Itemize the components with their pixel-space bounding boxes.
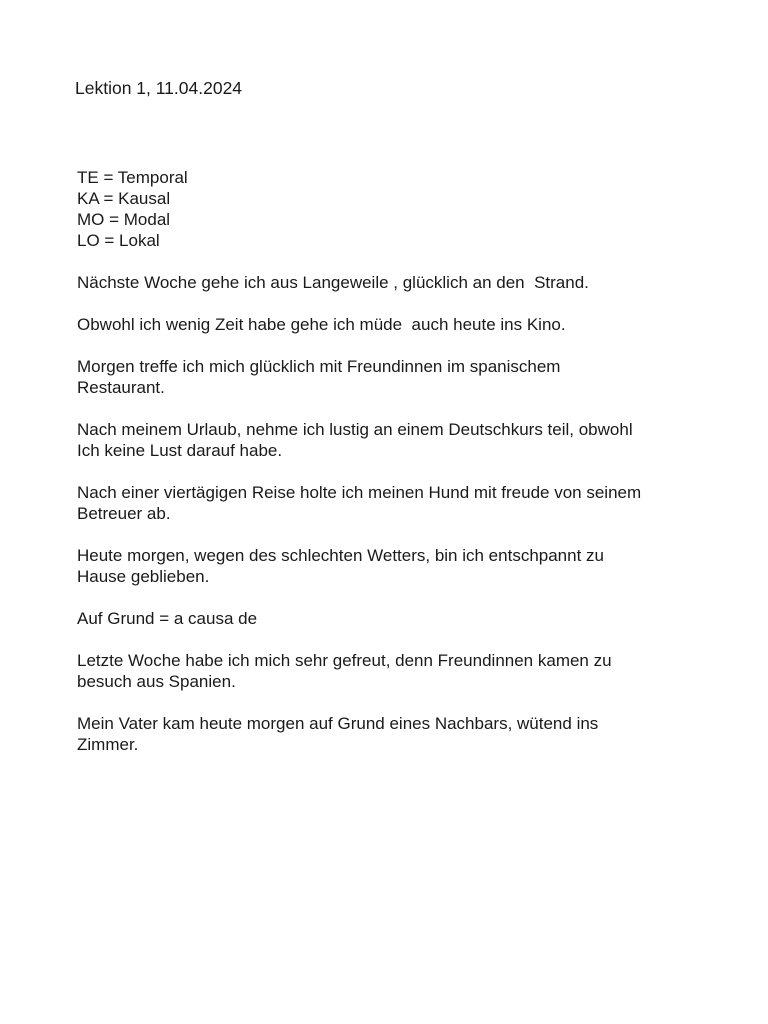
paragraph-line: Letzte Woche habe ich mich sehr gefreut, denn Freundinnen kamen zu [77,651,612,670]
paragraph-line: Hause geblieben. [77,567,210,586]
sentence-paragraph-6 [77,545,717,587]
sentence-paragraph-4 [77,419,717,461]
paragraph-line: besuch aus Spanien. [77,672,236,691]
paragraph-line: Ich keine Lust darauf habe. [77,441,283,460]
paragraph-line: Morgen treffe ich mich glücklich mit Freundinnen im spanischem [77,357,561,376]
paragraph-line: Heute morgen, wegen des schlechten Wetters, bin ich entschpannt zu [77,546,604,565]
sentence-paragraph-5 [77,482,717,524]
legend-line-lokal: LO = Lokal [77,231,160,250]
document-body [77,167,717,776]
sentence-paragraph-8 [77,713,717,755]
abbreviation-legend [77,167,717,251]
sentence-paragraph-2 [77,314,717,335]
legend-line-modal: MO = Modal [77,210,171,229]
paragraph-line: Nach einer viertägigen Reise holte ich meinen Hund mit freude von seinem [77,483,642,502]
legend-line-kausal: KA = Kausal [77,189,171,208]
paragraph-line: Betreuer ab. [77,504,171,523]
paragraph-line: Nächste Woche gehe ich aus Langeweile , glücklich an den Strand. [77,273,589,292]
sentence-paragraph-7 [77,650,717,692]
legend-line-temporal: TE = Temporal [77,168,188,187]
paragraph-line: Obwohl ich wenig Zeit habe gehe ich müde auch heute ins Kino. [77,315,566,334]
paragraph-line: Nach meinem Urlaub, nehme ich lustig an einem Deutschkurs teil, obwohl [77,420,633,439]
paragraph-line: Auf Grund = a causa de [77,609,258,628]
paragraph-line: Restaurant. [77,378,165,397]
paragraph-line: Zimmer. [77,735,139,754]
lesson-title: Lektion 1, 11.04.2024 [75,78,243,98]
paragraph-line: Mein Vater kam heute morgen auf Grund eines Nachbars, wütend ins [77,714,599,733]
vocabulary-note [77,608,717,629]
sentence-paragraph-1 [77,272,717,293]
sentence-paragraph-3 [77,356,717,398]
